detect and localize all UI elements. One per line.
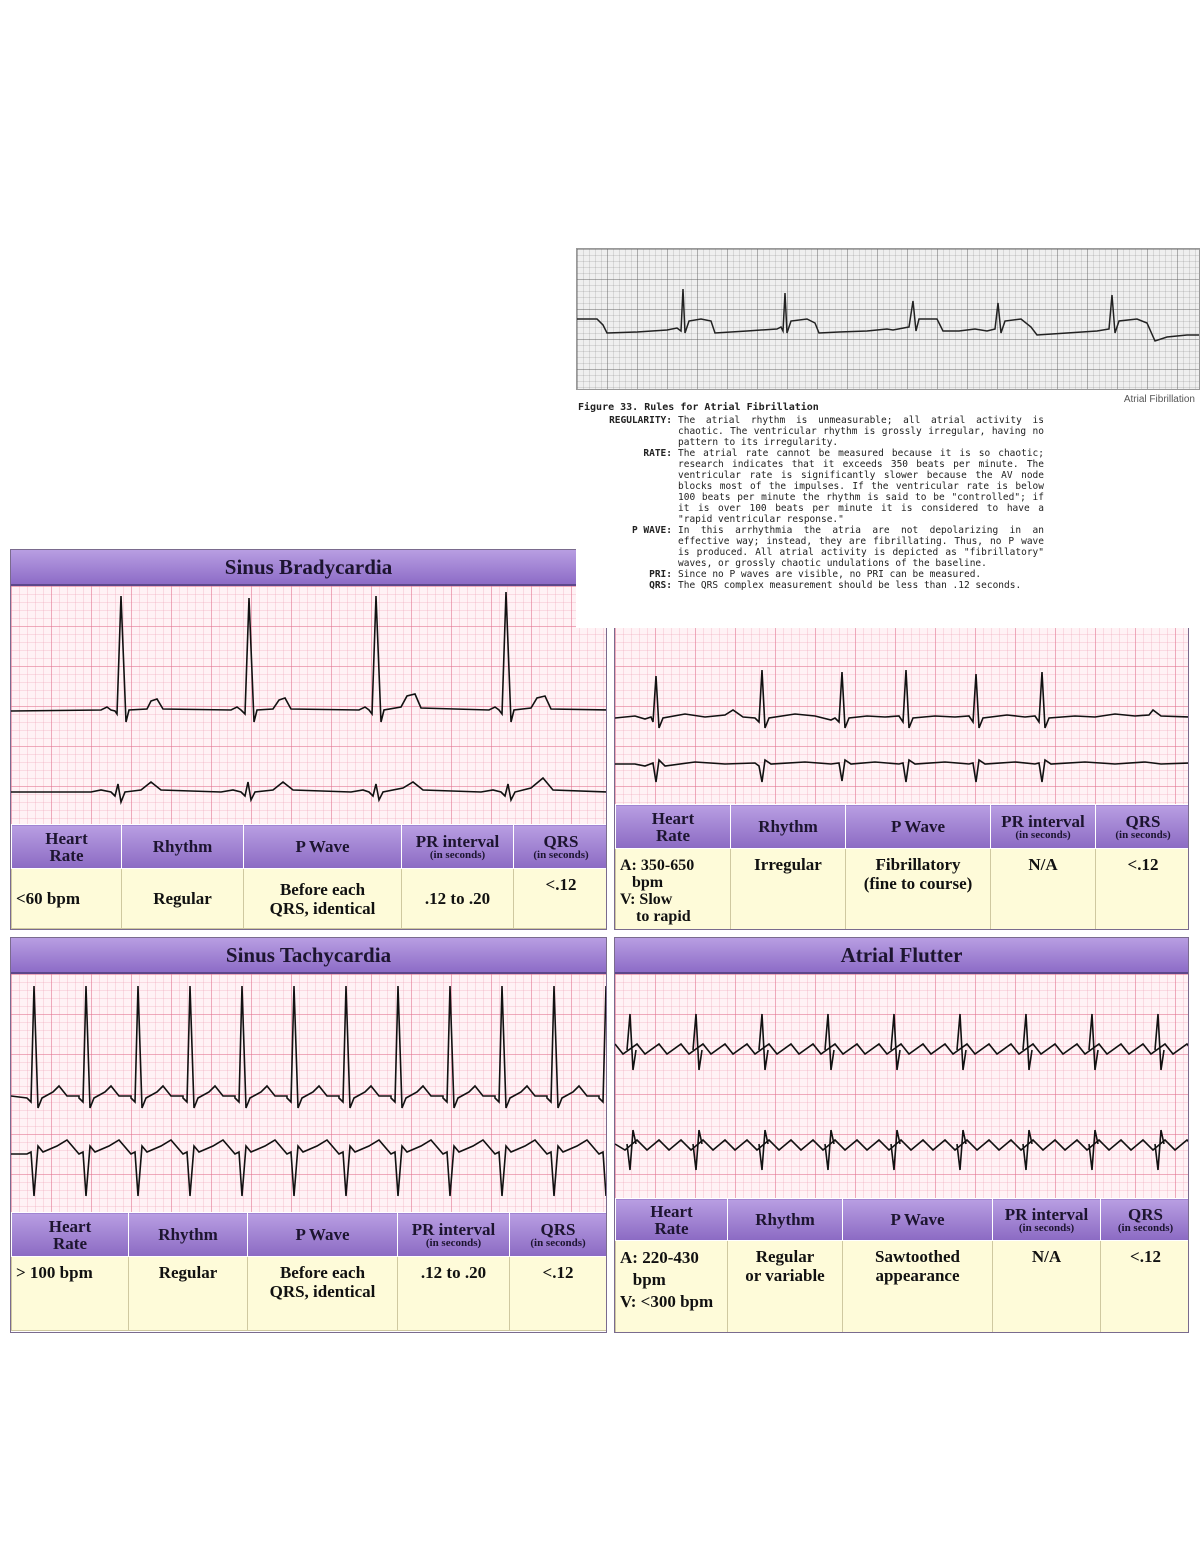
- heart-rate-header: Heart Rate: [12, 825, 122, 869]
- specs-table: [11, 824, 607, 929]
- rule-pri: [576, 569, 1044, 580]
- rule-qrs: [576, 580, 1044, 591]
- rule-rate: [576, 448, 1044, 525]
- pr-interval-header: PR interval (in seconds): [398, 1213, 510, 1257]
- lead-top-trace: [11, 986, 606, 1108]
- p-wave-header: P Wave: [248, 1213, 398, 1257]
- sinus-bradycardia-card: [10, 549, 607, 930]
- lead-top-trace: [615, 670, 1188, 728]
- card-title: Atrial Flutter: [615, 938, 1188, 974]
- rule-text: The atrial rhythm is unmeasurable; all atrial activity is chaotic. The ventricular rhythm is grossly irregular, having no pattern to its irregularity.: [678, 415, 1044, 448]
- p-wave-header: P Wave: [846, 805, 991, 849]
- rule-text: The QRS complex measurement should be less than .12 seconds.: [678, 580, 1022, 591]
- atrial-fibrillation-scan: [576, 248, 1200, 628]
- specs-table: [615, 804, 1189, 930]
- rhythm-header: Rhythm: [129, 1213, 248, 1257]
- specs-table: [11, 1212, 607, 1331]
- pr-interval-value: N/A: [991, 849, 1096, 931]
- pr-interval-value: N/A: [993, 1241, 1101, 1333]
- sinus-tachycardia-card: [10, 937, 607, 1333]
- rhythm-header: Rhythm: [122, 825, 244, 869]
- scan-ecg-strip: [576, 248, 1200, 405]
- rule-text: The atrial rate cannot be measured because it is so chaotic; research indicates that it exceeds 350 beats per minute. The ventricular rate is significantly slower because the AV node blocks most of the impulses. If the ventricular rate is below 100 beats per minute the rhythm is said to be "controlled"; if it is over 100 beats per minute it is considered to have a "rapid ventricular response.": [678, 448, 1044, 525]
- heart-rate-value: <60 bpm: [12, 869, 122, 929]
- lead-bottom-trace: [11, 1140, 606, 1196]
- p-wave-value: Sawtoothed appearance: [843, 1241, 993, 1333]
- rule-key: RATE:: [643, 448, 672, 459]
- rhythm-header: Rhythm: [731, 805, 846, 849]
- qrs-value: <.12: [514, 869, 608, 929]
- p-wave-header: P Wave: [244, 825, 402, 869]
- pr-interval-value: .12 to .20: [398, 1257, 510, 1331]
- rhythm-value: Regular or variable: [728, 1241, 843, 1333]
- rhythm-value: Regular: [122, 869, 244, 929]
- ecg-strip: [11, 586, 606, 824]
- card-title: Sinus Bradycardia: [11, 550, 606, 586]
- lead-top-qrs: [627, 1014, 1164, 1070]
- lead-bottom-trace: [11, 778, 606, 802]
- qrs-header: QRS (in seconds): [514, 825, 608, 869]
- rhythm-value: Regular: [129, 1257, 248, 1331]
- rule-key: REGULARITY:: [609, 415, 672, 426]
- rhythm-value: Irregular: [731, 849, 846, 931]
- atrial-flutter-card: [614, 937, 1189, 1333]
- ecg-trace: [615, 974, 1188, 1198]
- heart-rate-value: > 100 bpm: [12, 1257, 129, 1331]
- ecg-trace: [11, 974, 606, 1212]
- qrs-header: QRS (in seconds): [1096, 805, 1190, 849]
- lead-top-trace: [11, 592, 606, 722]
- pr-interval-header: PR interval (in seconds): [991, 805, 1096, 849]
- heart-rate-header: Heart Rate: [616, 1199, 728, 1241]
- heart-rate-value: A: 350-650 bpm V: Slow to rapid: [616, 849, 731, 931]
- qrs-value: <.12: [1101, 1241, 1190, 1333]
- rule-p-wave: [576, 525, 1044, 569]
- ecg-strip: [11, 974, 606, 1212]
- qrs-value: <.12: [510, 1257, 607, 1331]
- rule-key: QRS:: [649, 580, 672, 591]
- rule-key: P WAVE:: [631, 525, 672, 536]
- rule-text: In this arrhythmia the atria are not depolarizing in an effective way; instead, they are fibrillating. Thus, no P wave is produced. All atrial activity is depicted as "fibrillatory" waves, or grossly chaotic undulations of the baseline.: [678, 525, 1044, 569]
- specs-table: [615, 1198, 1189, 1333]
- lead-bottom-qrs: [627, 1130, 1164, 1170]
- heart-rate-header: Heart Rate: [616, 805, 731, 849]
- rule-key: PRI:: [649, 569, 672, 580]
- scan-ecg-trace: [577, 249, 1199, 389]
- rule-text: Since no P waves are visible, no PRI can be measured.: [678, 569, 982, 580]
- rule-regularity: [576, 415, 1044, 448]
- p-wave-value: Fibrillatory (fine to course): [846, 849, 991, 931]
- card-title: Sinus Tachycardia: [11, 938, 606, 974]
- rhythm-header: Rhythm: [728, 1199, 843, 1241]
- qrs-header: QRS (in seconds): [510, 1213, 607, 1257]
- ecg-strip: [615, 974, 1188, 1198]
- p-wave-header: P Wave: [843, 1199, 993, 1241]
- p-wave-value: Before each QRS, identical: [244, 869, 402, 929]
- qrs-header: QRS (in seconds): [1101, 1199, 1190, 1241]
- heart-rate-value: A: 220-430 bpm V: <300 bpm: [616, 1241, 728, 1333]
- ecg-trace: [11, 586, 606, 824]
- scan-strip-label: Atrial Fibrillation: [1123, 394, 1195, 405]
- qrs-value: <.12: [1096, 849, 1190, 931]
- pr-interval-header: PR interval (in seconds): [402, 825, 514, 869]
- figure-title: Figure 33. Rules for Atrial Fibrillation: [578, 402, 819, 413]
- pr-interval-value: .12 to .20: [402, 869, 514, 929]
- lead-bottom-trace: [615, 760, 1188, 782]
- p-wave-value: Before each QRS, identical: [248, 1257, 398, 1331]
- scan-trace-path: [577, 289, 1199, 341]
- heart-rate-header: Heart Rate: [12, 1213, 129, 1257]
- pr-interval-header: PR interval (in seconds): [993, 1199, 1101, 1241]
